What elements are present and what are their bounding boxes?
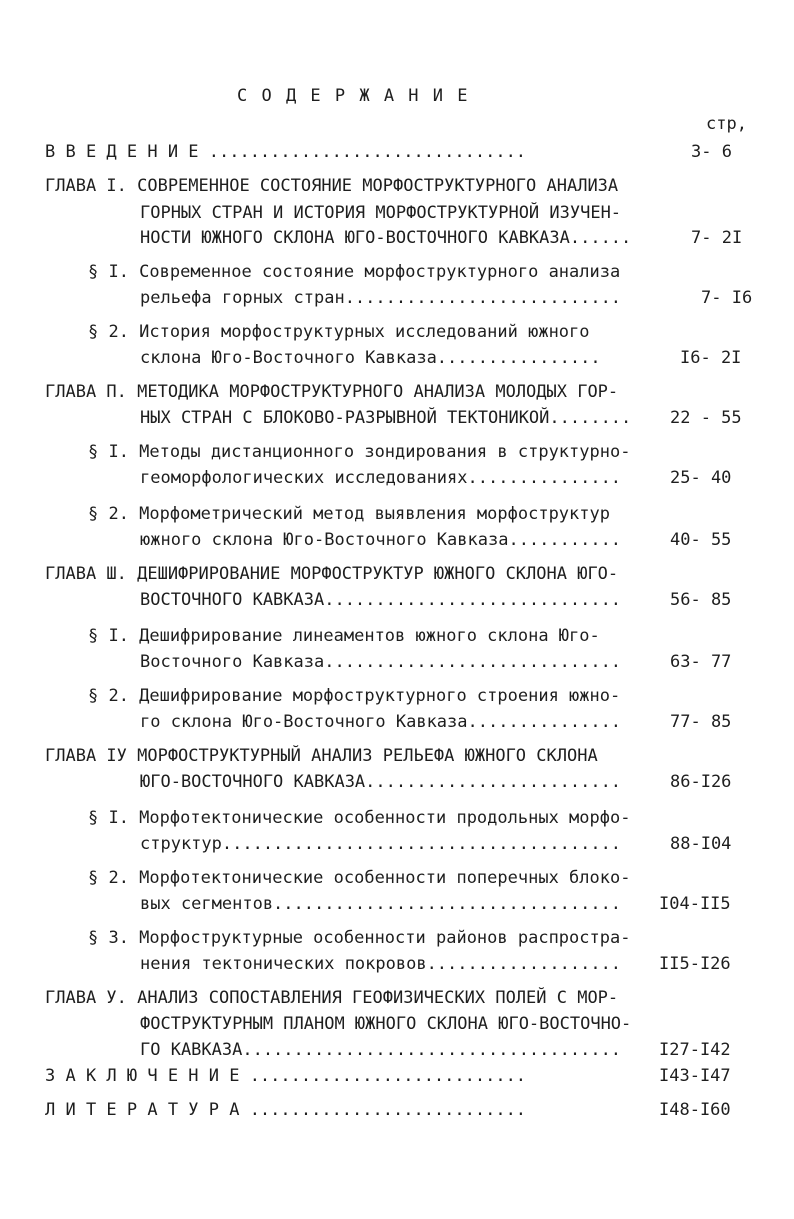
toc-pages: 7- I6 xyxy=(701,288,753,308)
toc-line: ЮГО-ВОСТОЧНОГО КАВКАЗА......................... xyxy=(140,772,622,792)
toc-line: ФОСТРУКТУРНЫМ ПЛАНОМ ЮЖНОГО СКЛОНА ЮГО-ВОСТОЧНО- xyxy=(140,1014,632,1034)
toc-pages: 22 - 55 xyxy=(670,408,742,428)
toc-line: § I. Методы дистанционного зондирования в структурно- xyxy=(88,442,631,462)
toc-line: НОСТИ ЮЖНОГО СКЛОНА ЮГО-ВОСТОЧНОГО КАВКАЗА...... xyxy=(140,228,632,248)
toc-line: геоморфологических исследованиях............... xyxy=(140,468,622,488)
toc-line: ГЛАВА У. АНАЛИЗ СОПОСТАВЛЕНИЯ ГЕОФИЗИЧЕСКИХ ПОЛЕЙ С МОР- xyxy=(45,988,619,1008)
toc-pages: II5-I26 xyxy=(659,954,731,974)
toc-line: ГЛАВА П. МЕТОДИКА МОРФОСТРУКТУРНОГО АНАЛИЗА МОЛОДЫХ ГОР- xyxy=(45,382,619,402)
toc-line: Восточного Кавказа............................. xyxy=(140,652,622,672)
toc-pages: I48-I60 xyxy=(659,1100,731,1120)
toc-line: ГОРНЫХ СТРАН И ИСТОРИЯ МОРФОСТРУКТУРНОЙ ИЗУЧЕН- xyxy=(140,203,622,223)
page-title: С О Д Е Р Ж А Н И Е xyxy=(237,86,470,106)
toc-pages: 7- 2I xyxy=(691,228,743,248)
toc-line: § 2. История морфоструктурных исследований южного xyxy=(88,322,590,342)
toc-line: § I. Современное состояние морфоструктурного анализа xyxy=(88,262,621,282)
toc-pages: 25- 40 xyxy=(670,468,732,488)
toc-line: § I. Дешифрирование линеаментов южного склона Юго- xyxy=(88,626,600,646)
toc-line: вых сегментов.................................. xyxy=(140,894,622,914)
toc-pages: I27-I42 xyxy=(659,1040,731,1060)
toc-line: ГЛАВА I. СОВРЕМЕННОЕ СОСТОЯНИЕ МОРФОСТРУКТУРНОГО АНАЛИЗА xyxy=(45,176,619,196)
toc-line: рельефа горных стран........................... xyxy=(140,288,622,308)
toc-line: ВОСТОЧНОГО КАВКАЗА............................. xyxy=(140,590,622,610)
toc-pages: 40- 55 xyxy=(670,530,732,550)
toc-line: ГЛАВА IУ МОРФОСТРУКТУРНЫЙ АНАЛИЗ РЕЛЬЕФА ЮЖНОГО СКЛОНА xyxy=(45,746,598,766)
toc-line: Л И Т Е Р А Т У Р А ........................... xyxy=(45,1100,527,1120)
toc-line: § 3. Морфоструктурные особенности районов распростра- xyxy=(88,928,631,948)
toc-line: ГЛАВА Ш. ДЕШИФРИРОВАНИЕ МОРФОСТРУКТУР ЮЖНОГО СКЛОНА ЮГО- xyxy=(45,564,619,584)
toc-line: южного склона Юго-Восточного Кавказа........... xyxy=(140,530,622,550)
toc-pages: 77- 85 xyxy=(670,712,732,732)
toc-pages: 3- 6 xyxy=(691,142,732,162)
toc-line: нения тектонических покровов................... xyxy=(140,954,622,974)
toc-line: З А К Л Ю Ч Е Н И Е ........................... xyxy=(45,1066,527,1086)
toc-line: § 2. Дешифрирование морфоструктурного строения южно- xyxy=(88,686,621,706)
toc-pages: 63- 77 xyxy=(670,652,732,672)
toc-line: ГО КАВКАЗА..................................... xyxy=(140,1040,622,1060)
toc-line: § 2. Морфотектонические особенности поперечных блоко- xyxy=(88,868,631,888)
toc-pages: I04-II5 xyxy=(659,894,731,914)
toc-pages: 88-I04 xyxy=(670,834,732,854)
toc-line: § I. Морфотектонические особенности продольных морфо- xyxy=(88,808,631,828)
toc-line: го склона Юго-Восточного Кавказа............... xyxy=(140,712,622,732)
toc-pages: I43-I47 xyxy=(659,1066,731,1086)
toc-line: склона Юго-Восточного Кавказа................ xyxy=(140,348,601,368)
toc-pages: 56- 85 xyxy=(670,590,732,610)
page-column-label: стр, xyxy=(706,114,747,134)
toc-line: НЫХ СТРАН С БЛОКОВО-РАЗРЫВНОЙ ТЕКТОНИКОЙ........ xyxy=(140,408,632,428)
toc-line: § 2. Морфометрический метод выявления морфоструктур xyxy=(88,504,610,524)
toc-line: В В Е Д Е Н И Е ............................... xyxy=(45,142,527,162)
toc-pages: 86-I26 xyxy=(670,772,732,792)
toc-line: структур....................................... xyxy=(140,834,622,854)
toc-pages: I6- 2I xyxy=(680,348,742,368)
